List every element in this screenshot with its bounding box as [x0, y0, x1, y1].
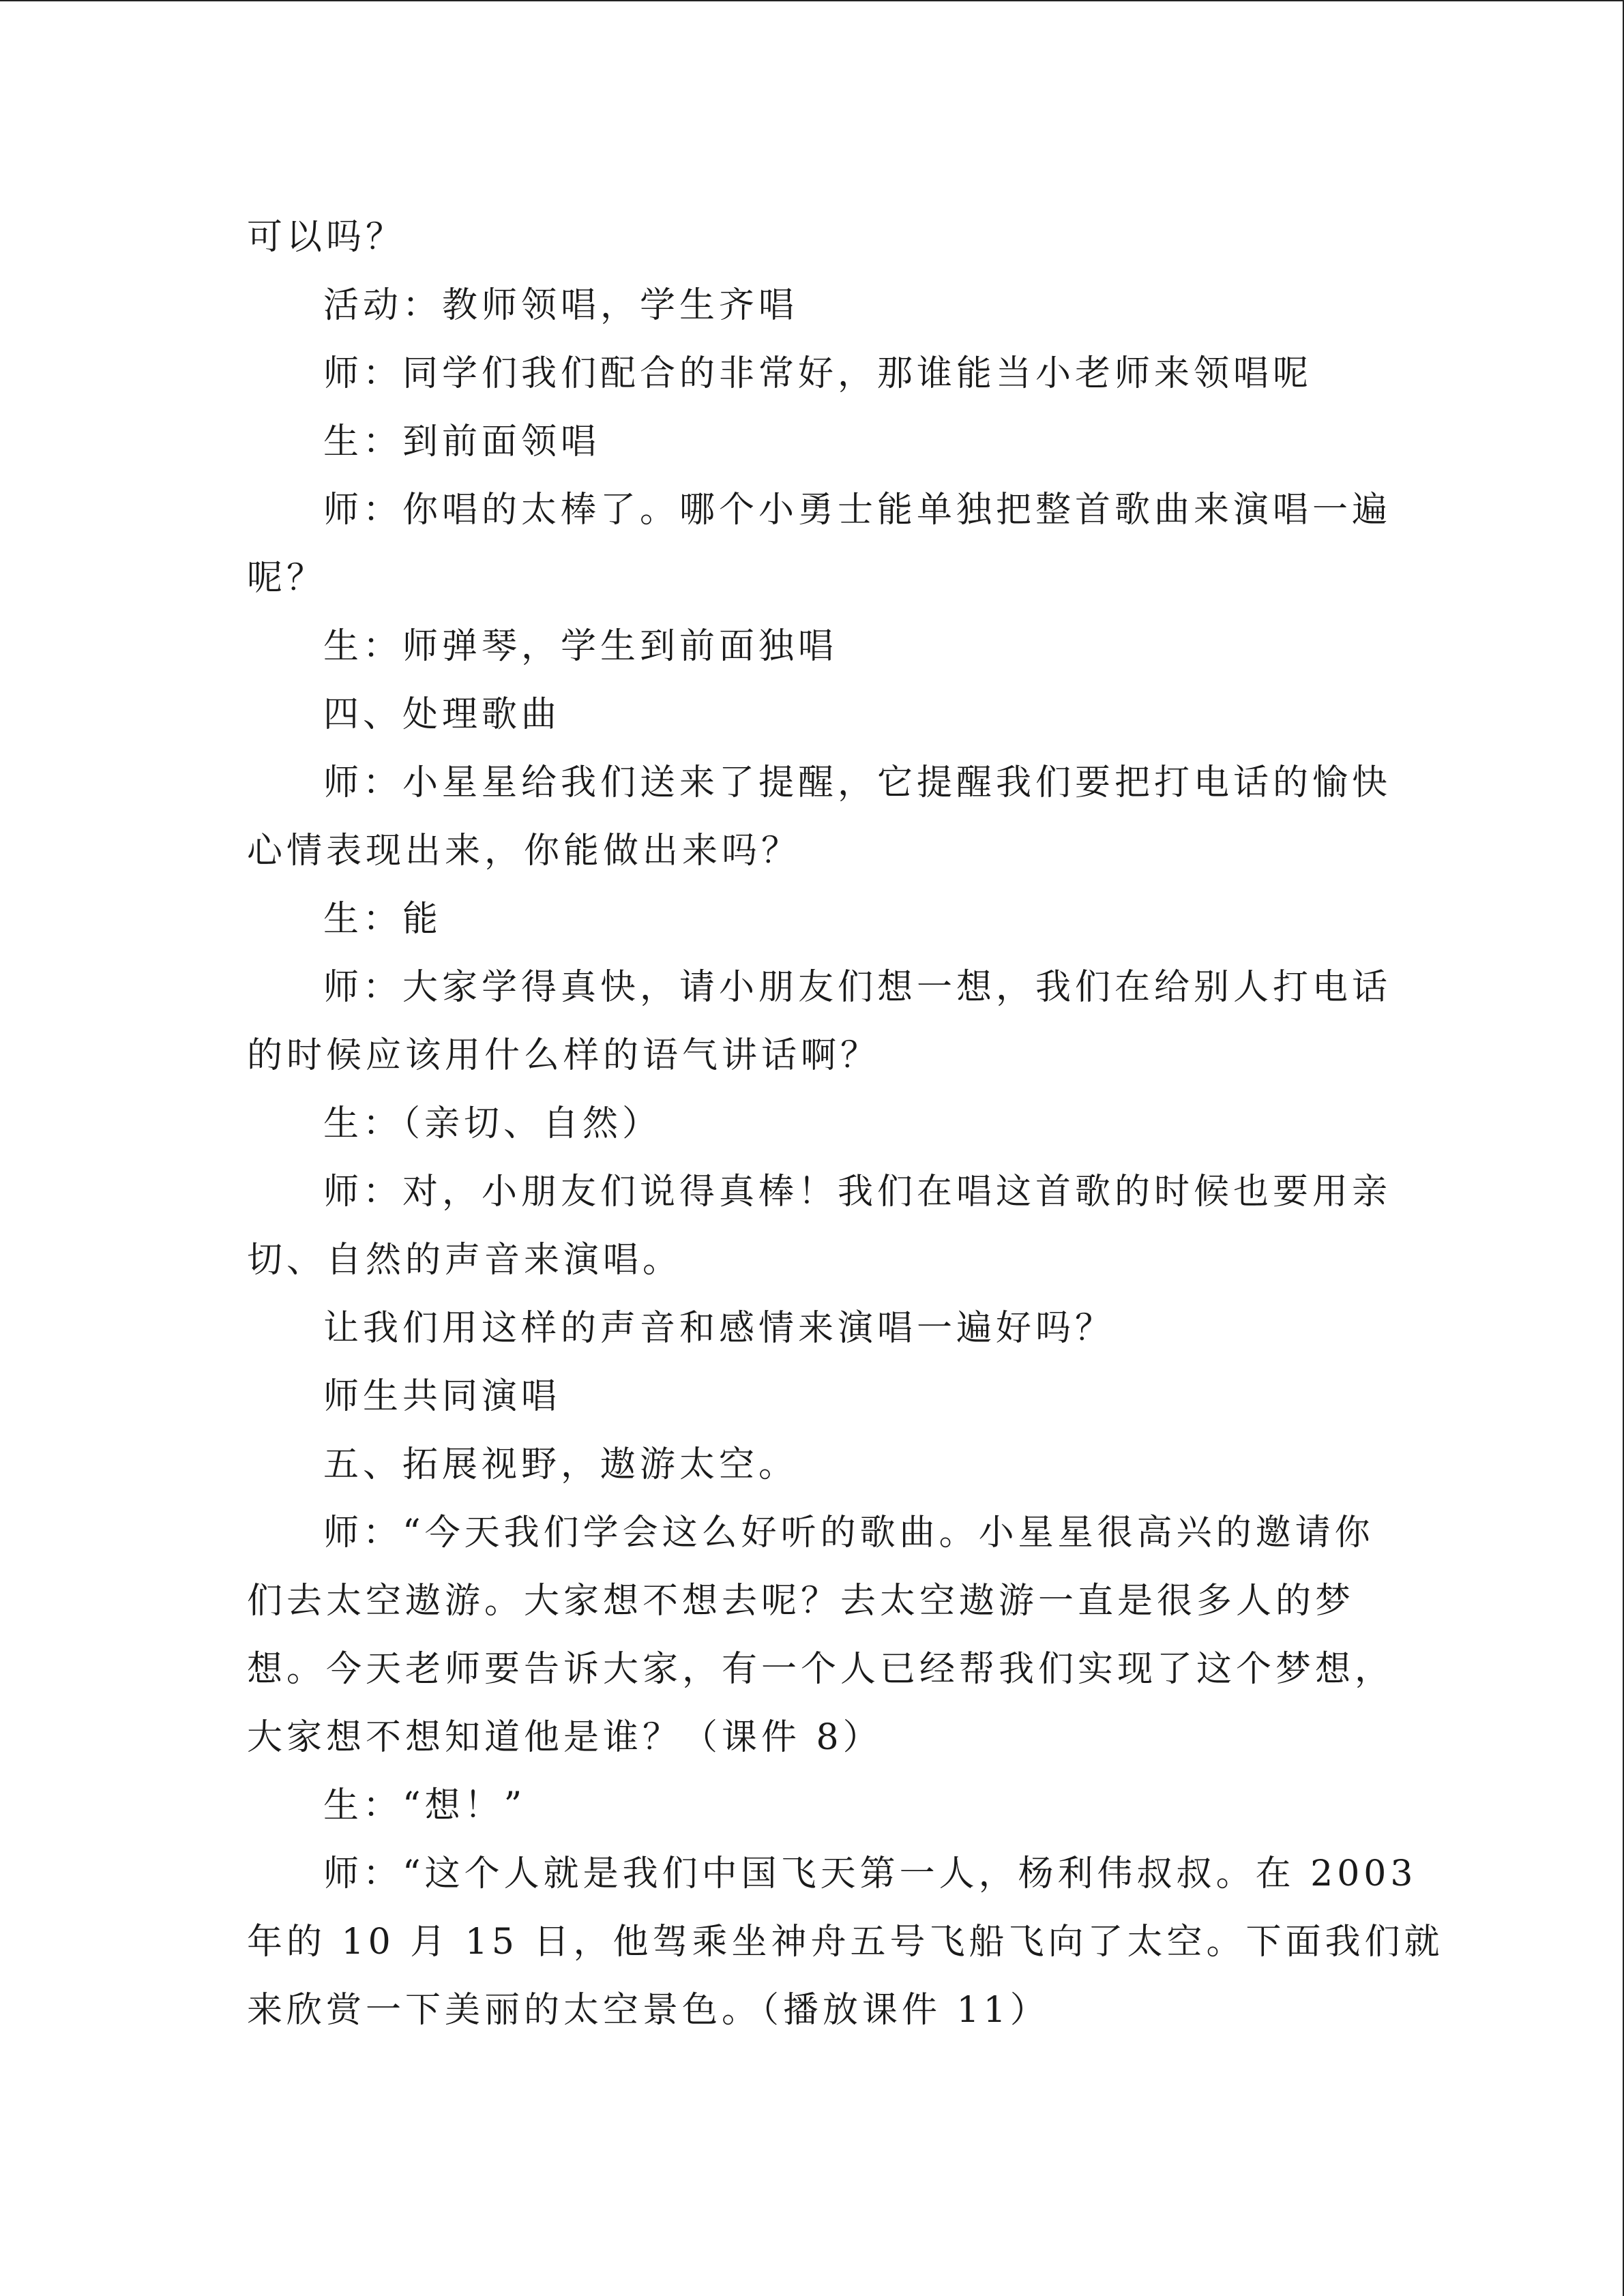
text-line: 师生共同演唱 [323, 1376, 561, 1417]
text-line: 切、自然的声音来演唱。 [247, 1240, 683, 1281]
text-line: 让我们用这样的声音和感情来演唱一遍好吗？ [323, 1308, 1115, 1349]
text-line: 生：能 [323, 899, 443, 940]
text-line: 可以吗？ [247, 217, 406, 258]
text-line: 大家想不想知道他是谁？（课件 8） [247, 1717, 883, 1758]
text-line: 五、拓展视野，遨游太空。 [323, 1444, 799, 1485]
text-line: 生：（亲切、自然） [323, 1103, 662, 1144]
text-line: 生：“想！” [323, 1785, 527, 1826]
text-line: 师：对，小朋友们说得真棒！我们在唱这首歌的时候也要用亲 [323, 1172, 1392, 1212]
text-line: 师：“今天我们学会这么好听的歌曲。小星星很高兴的邀请你 [323, 1512, 1374, 1553]
text-line: 来欣赏一下美丽的太空景色。（播放课件 11） [247, 1990, 1050, 2031]
text-line: 四、处理歌曲 [323, 694, 561, 735]
text-line: 年的 10 月 15 日，他驾乘坐神舟五号飞船飞向了太空。下面我们就 [247, 1922, 1444, 1963]
text-line: 师：同学们我们配合的非常好，那谁能当小老师来领唱呢 [323, 353, 1313, 394]
text-line: 的时候应该用什么样的语气讲话啊？ [247, 1035, 881, 1076]
text-line: 生：到前面领唱 [323, 421, 601, 462]
text-line: 师：你唱的太棒了。哪个小勇士能单独把整首歌曲来演唱一遍 [323, 490, 1392, 531]
text-line: 呢？ [247, 558, 327, 599]
text-line: 们去太空遨游。大家想不想去呢？去太空遨游一直是很多人的梦 [247, 1581, 1355, 1622]
text-line: 师：小星星给我们送来了提醒，它提醒我们要把打电话的愉快 [323, 762, 1392, 803]
text-line: 师：大家学得真快，请小朋友们想一想，我们在给别人打电话 [323, 967, 1392, 1008]
text-line: 心情表现出来，你能做出来吗？ [247, 831, 801, 871]
text-line: 想。今天老师要告诉大家，有一个人已经帮我们实现了这个梦想， [247, 1649, 1395, 1690]
text-line: 生：师弹琴，学生到前面独唱 [323, 626, 838, 667]
text-line: 活动：教师领唱，学生齐唱 [323, 285, 799, 326]
document-body [247, 203, 1444, 2044]
text-line: 师：“这个人就是我们中国飞天第一人，杨利伟叔叔。在 2003 [323, 1853, 1417, 1894]
